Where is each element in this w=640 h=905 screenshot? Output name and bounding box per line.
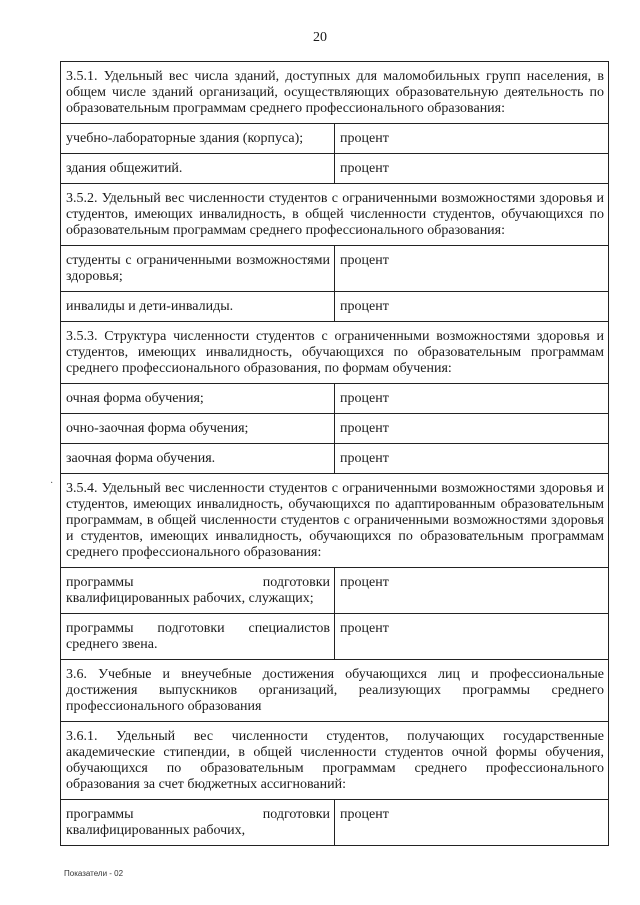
indicator-label: очно-заочная форма обучения; bbox=[61, 414, 335, 444]
indicator-label: программы подготовки специалистов среднего звена. bbox=[61, 614, 335, 660]
indicator-label: студенты с ограниченными возможностями здоровья; bbox=[61, 246, 335, 292]
section-heading-3-6: 3.6. Учебные и внеучебные достижения обучающихся лиц и профессиональные достижения выпускников организаций, реализующих программы среднего профессионального образования bbox=[61, 660, 609, 722]
table-row-heading bbox=[61, 184, 609, 246]
indicator-label: очная форма обучения; bbox=[61, 384, 335, 414]
section-heading-3-5-1: 3.5.1. Удельный вес числа зданий, доступных для маломобильных групп населения, в общем числе зданий организаций, осуществляющих образовательную деятельность по образовательным программам среднего профессионального образования: bbox=[61, 62, 609, 124]
table-row-heading bbox=[61, 62, 609, 124]
indicator-unit: процент bbox=[335, 154, 609, 184]
table-row bbox=[61, 414, 609, 444]
indicator-label: заочная форма обучения. bbox=[61, 444, 335, 474]
indicator-label: учебно-лабораторные здания (корпуса); bbox=[61, 124, 335, 154]
section-heading-3-5-2: 3.5.2. Удельный вес численности студентов с ограниченными возможностями здоровья и студентов, имеющих инвалидность, в общей численности студентов, обучающихся по образовательным программам среднего профессионального образования: bbox=[61, 184, 609, 246]
indicator-unit: процент bbox=[335, 444, 609, 474]
table-row bbox=[61, 246, 609, 292]
page-footer: Показатели - 02 bbox=[64, 869, 124, 878]
section-heading-3-5-3: 3.5.3. Структура численности студентов с ограниченными возможностями здоровья и студентов, имеющих инвалидность, обучающихся по образовательным программам среднего профессионального образования, по формам обучения: bbox=[61, 322, 609, 384]
section-heading-3-5-4: 3.5.4. Удельный вес численности студентов с ограниченными возможностями здоровья и студентов, имеющих инвалидность, обучающихся по адаптированным образовательным программам, в общей численности студентов с ограниченными возможностями здоровья и студентов, имеющих инвалидность, обучающихся по образовательным программам среднего профессионального образования: bbox=[61, 474, 609, 568]
table-row-heading bbox=[61, 722, 609, 800]
table-row-heading bbox=[61, 322, 609, 384]
indicator-label: инвалиды и дети-инвалиды. bbox=[61, 292, 335, 322]
indicator-unit: процент bbox=[335, 614, 609, 660]
table-row bbox=[61, 292, 609, 322]
table-row bbox=[61, 614, 609, 660]
table-row-heading bbox=[61, 660, 609, 722]
table-row bbox=[61, 124, 609, 154]
indicator-unit: процент bbox=[335, 292, 609, 322]
table-row-heading bbox=[61, 474, 609, 568]
indicator-label: программы подготовки квалифицированных рабочих, служащих; bbox=[61, 568, 335, 614]
indicator-unit: процент bbox=[335, 800, 609, 846]
table-row bbox=[61, 154, 609, 184]
indicator-unit: процент bbox=[335, 384, 609, 414]
indicator-unit: процент bbox=[335, 568, 609, 614]
indicator-label: здания общежитий. bbox=[61, 154, 335, 184]
table-row bbox=[61, 444, 609, 474]
indicator-unit: процент bbox=[335, 124, 609, 154]
table-row bbox=[61, 800, 609, 846]
table-row bbox=[61, 568, 609, 614]
indicators-table bbox=[60, 61, 609, 846]
margin-mark: · bbox=[50, 478, 54, 489]
indicator-unit: процент bbox=[335, 246, 609, 292]
table-row bbox=[61, 384, 609, 414]
indicator-label: программы подготовки квалифицированных рабочих, bbox=[61, 800, 335, 846]
section-heading-3-6-1: 3.6.1. Удельный вес численности студентов, получающих государственные академические стипендии, в общей численности студентов очной формы обучения, обучающихся по образовательным программам среднего профессионального образования за счет бюджетных ассигнований: bbox=[61, 722, 609, 800]
page-number: 20 bbox=[313, 30, 327, 45]
indicator-unit: процент bbox=[335, 414, 609, 444]
